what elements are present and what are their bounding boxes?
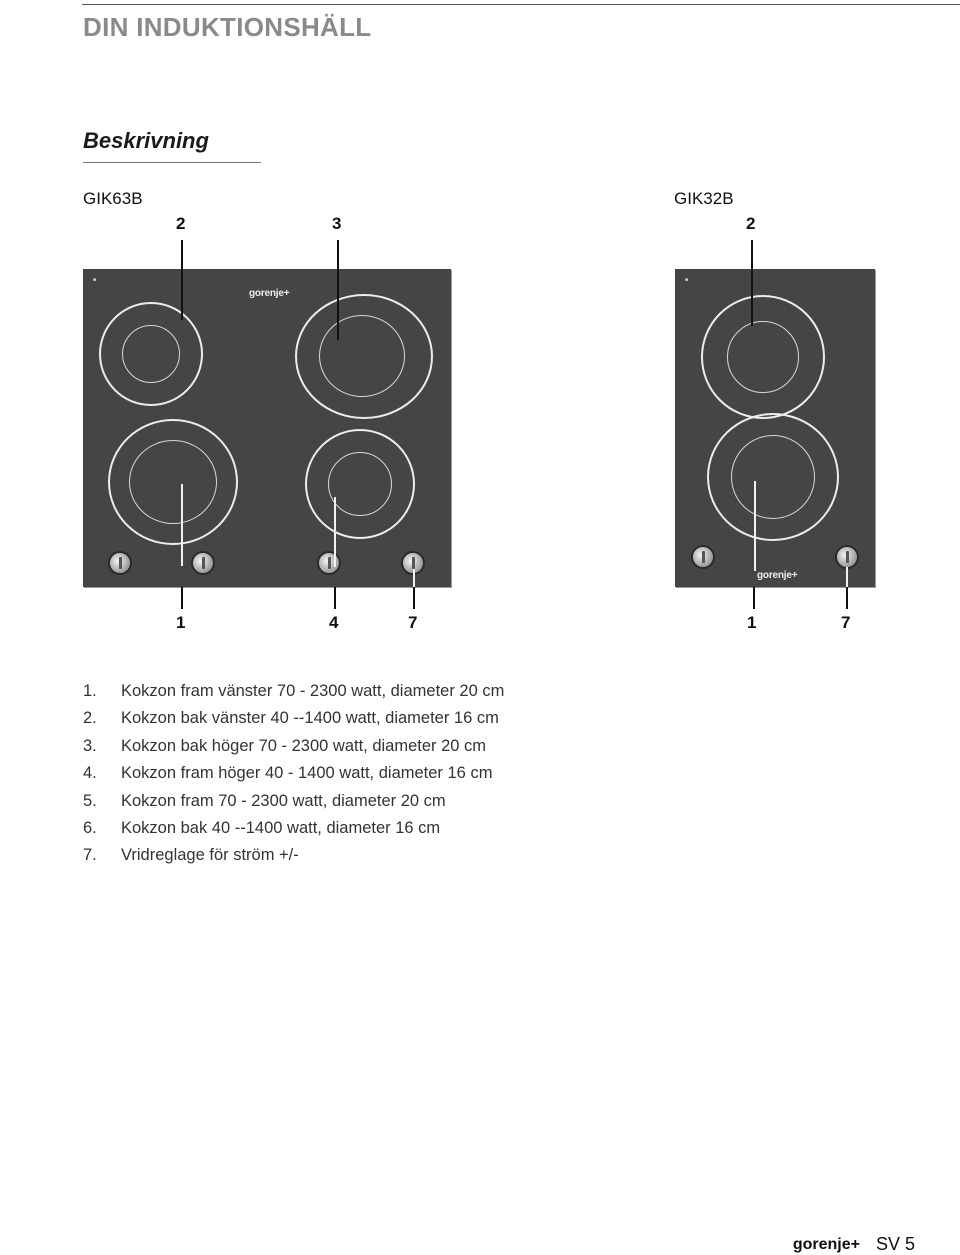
leader-1-right <box>754 481 756 571</box>
list-item <box>83 682 504 709</box>
list-item-text: Kokzon bak höger 70 - 2300 watt, diameter 20 cm <box>121 736 487 755</box>
list-item-number: 1. <box>83 682 97 700</box>
list-item <box>83 846 504 873</box>
callout-2-left: 2 <box>176 214 186 233</box>
leader-1-right-bottom <box>753 587 755 609</box>
list-item <box>83 764 504 791</box>
zone-rear-right-inner <box>319 315 405 397</box>
list-item-number: 3. <box>83 736 97 755</box>
list-item <box>83 709 504 736</box>
page-number: SV 5 <box>876 1234 916 1254</box>
hob-brand-logo: gorenje+ <box>249 288 290 299</box>
header-rule <box>82 4 960 5</box>
leader-7-left <box>413 569 415 589</box>
hob-brand-logo: gorenje+ <box>757 570 798 581</box>
control-knob-2 <box>191 551 215 575</box>
list-item <box>83 819 504 846</box>
hob-gik32b <box>675 269 875 587</box>
leader-3-left <box>337 240 339 340</box>
section-rule <box>83 162 261 163</box>
callout-1-left: 1 <box>176 613 186 632</box>
list-item-text: Kokzon bak vänster 40 --1400 watt, diameter 16 cm <box>121 709 499 728</box>
callout-7-left: 7 <box>408 613 418 632</box>
callout-7-right: 7 <box>841 613 851 632</box>
hob-gik63b <box>83 269 451 587</box>
list-item-text: Kokzon bak 40 --1400 watt, diameter 16 cm <box>121 818 441 837</box>
model-label-right: GIK32B <box>674 189 734 208</box>
leader-7-right <box>846 567 848 589</box>
leader-7-right-bottom <box>846 587 848 609</box>
leader-1-left-bottom <box>181 587 183 609</box>
leader-2-left <box>181 240 183 320</box>
footer-brand-logo: gorenje+ <box>792 1236 860 1253</box>
list-item-number: 4. <box>83 764 97 783</box>
zone-front-right-inner <box>328 452 392 516</box>
power-icon: ■ <box>93 277 97 283</box>
list-item-number: 5. <box>83 791 97 810</box>
control-knob-1 <box>108 551 132 575</box>
callout-3-left: 3 <box>332 214 342 233</box>
zone-front-inner <box>731 435 815 519</box>
zone-front-left-inner <box>129 440 217 524</box>
control-knob-right <box>835 545 859 569</box>
leader-4-left-bottom <box>334 587 336 609</box>
leader-2-right <box>751 240 753 326</box>
model-label-left: GIK63B <box>83 189 143 208</box>
callout-1-right: 1 <box>747 613 757 632</box>
description-list <box>83 682 504 874</box>
list-item-text: Kokzon fram höger 40 - 1400 watt, diameter 16 cm <box>121 764 493 783</box>
list-item-text: Vridreglage för ström +/- <box>121 846 299 865</box>
list-item-number: 7. <box>83 846 97 865</box>
list-item <box>83 737 504 764</box>
section-heading: Beskrivning <box>83 128 209 153</box>
callout-2-right: 2 <box>746 214 756 233</box>
list-item-number: 6. <box>83 818 97 837</box>
leader-4-left <box>334 497 336 567</box>
list-item-number: 2. <box>83 709 97 728</box>
leader-1-left <box>181 484 183 566</box>
control-knob-left <box>691 545 715 569</box>
power-icon: ■ <box>685 277 689 283</box>
leader-7-left-bottom <box>413 587 415 609</box>
zone-rear-inner <box>727 321 799 393</box>
zone-rear-left-inner <box>122 325 180 383</box>
page-title: DIN INDUKTIONSHÄLL <box>83 12 372 42</box>
list-item-text: Kokzon fram 70 - 2300 watt, diameter 20 cm <box>121 791 446 810</box>
list-item-text: Kokzon fram vänster 70 - 2300 watt, diameter 20 cm <box>121 682 505 700</box>
list-item <box>83 792 504 819</box>
callout-4-left: 4 <box>329 613 339 632</box>
control-knob-3 <box>317 551 341 575</box>
